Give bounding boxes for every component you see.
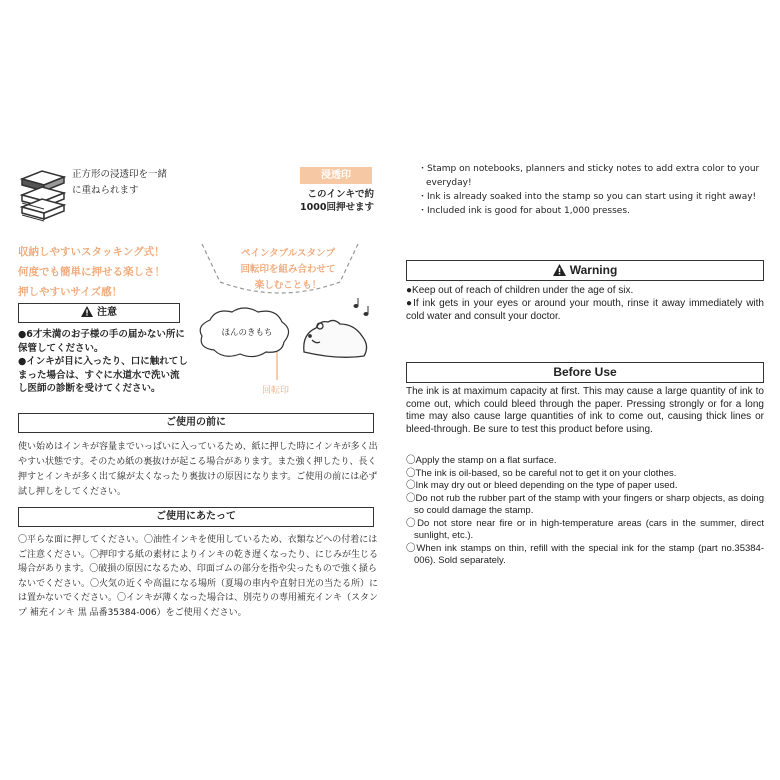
en-before-use-body: The ink is at maximum capacity at first. This may cause a large quantity of ink to come out, which could bleed through the paper. Pressing strongly or for a long time may also cause large quantities of ink to come out, causing thick lines or bleed-through. Be sure to test this product before using. bbox=[406, 386, 764, 435]
callout-line: 回転印を組み合わせて bbox=[240, 264, 336, 275]
jp-caution-body bbox=[18, 328, 188, 396]
feature-bullet: ・Stamp on notebooks, planners and sticky notes to add extra color to your everyday! bbox=[418, 164, 760, 188]
caution-item: ●6才未満のお子様の手の届かない所に保管してください。 bbox=[18, 329, 185, 354]
jp-usage-notes-heading: ご使用にあたって bbox=[18, 507, 374, 527]
list-item: 〇When ink stamps on thin, refill with the special ink for the stamp (part no.35384-006). Sold separately. bbox=[406, 542, 764, 566]
soak-capacity-text: このインキで約1000回押せます bbox=[300, 189, 374, 213]
en-before-use-heading: Before Use bbox=[406, 362, 764, 383]
en-warning-heading bbox=[406, 260, 764, 281]
jp-caution-heading bbox=[18, 303, 180, 323]
warning-icon bbox=[81, 306, 93, 317]
en-feature-bullets bbox=[418, 162, 768, 218]
feature-line: 収納しやすいスタッキング式！ bbox=[18, 246, 165, 258]
stacked-stamps-icon bbox=[18, 165, 68, 223]
list-item: 〇Do not store near fire or in high-temperature areas (cars in the summer, direct sunlight, etc.). bbox=[406, 517, 764, 541]
list-item: 〇Apply the stamp on a flat surface. bbox=[406, 455, 557, 466]
jp-usage-notes-body: 〇平らな面に押してください。〇油性インキを使用しているため、衣類などへの付着にはご注意ください。〇押印する紙の素材によりインキの乾き遅くなったり、にじみが生じる場合があります。〇破損の原因になるため、印面ゴムの部分を指や尖ったもので強く掻らないでください。〇火気の近くや高温になる場所（夏場の車内や直射日光の当たる所）には置かないでください。〇インキが薄くなった場合は、別売りの専用補充インキ（スタンプ 補充インキ 黒 品番35384-006）をご使用ください。 bbox=[18, 535, 379, 618]
feature-bullet: ・Included ink is good for about 1,000 presses. bbox=[418, 206, 630, 216]
list-item: 〇Do not rub the rubber part of the stamp with your fingers or sharp objects, as doing so could damage the stamp. bbox=[406, 492, 764, 516]
soak-stamp-tag: 浸透印 bbox=[300, 167, 372, 184]
rotary-stamp-label: 回転印 bbox=[262, 386, 290, 396]
stacking-note: 正方形の浸透印を一緒に重ねられます bbox=[72, 169, 168, 196]
callout-line: 楽しむことも！ bbox=[254, 280, 322, 291]
rotary-stamp-pointer bbox=[262, 350, 292, 384]
polar-bear-illustration bbox=[298, 298, 376, 362]
en-warning-title: Warning bbox=[569, 263, 618, 277]
feature-line: 押しやすいサイズ感！ bbox=[18, 286, 123, 298]
warning-item: ●If ink gets in your eyes or around your mouth, rinse it away immediately with cold water and consult your doctor. bbox=[406, 298, 764, 322]
caution-item: ●インキが目に入ったり、口に触れてしまった場合は、すぐに水道水で洗い流し医師の診断を受けてください。 bbox=[18, 356, 188, 394]
feature-bullet: ・Ink is already soaked into the stamp so you can start using it right away! bbox=[418, 192, 757, 202]
list-item: 〇The ink is oil-based, so be careful not to get it on your clothes. bbox=[406, 467, 677, 479]
list-item: 〇Ink may dry out or bleed depending on the type of paper used. bbox=[406, 480, 678, 491]
paintable-stamp-callout bbox=[222, 246, 354, 294]
en-warning-body bbox=[406, 284, 764, 323]
callout-line: ペインタブルスタンプ bbox=[241, 248, 335, 259]
jp-before-use-body: 使い始めはインキが容量までいっぱいに入っているため、紙に押した時にインキが多く出やすい状態です。そのため紙の裏抜けが起こる場合があります。また強く押したり、長く押すとインキが多く出て線が太くなったり裏抜けの原因になります。ご使用の前には必ず試し押しをしてください。 bbox=[18, 442, 378, 497]
cloud-stamp-text: ほんのきもち bbox=[221, 328, 273, 338]
warning-item: ●Keep out of reach of children under the age of six. bbox=[406, 285, 634, 296]
jp-before-use-heading: ご使用の前に bbox=[18, 413, 374, 433]
feature-line: 何度でも簡単に押せる楽しさ！ bbox=[18, 266, 165, 278]
en-usage-list bbox=[406, 455, 764, 568]
feature-highlights bbox=[18, 242, 188, 302]
warning-icon bbox=[553, 264, 566, 276]
jp-caution-title: 注意 bbox=[97, 307, 117, 318]
